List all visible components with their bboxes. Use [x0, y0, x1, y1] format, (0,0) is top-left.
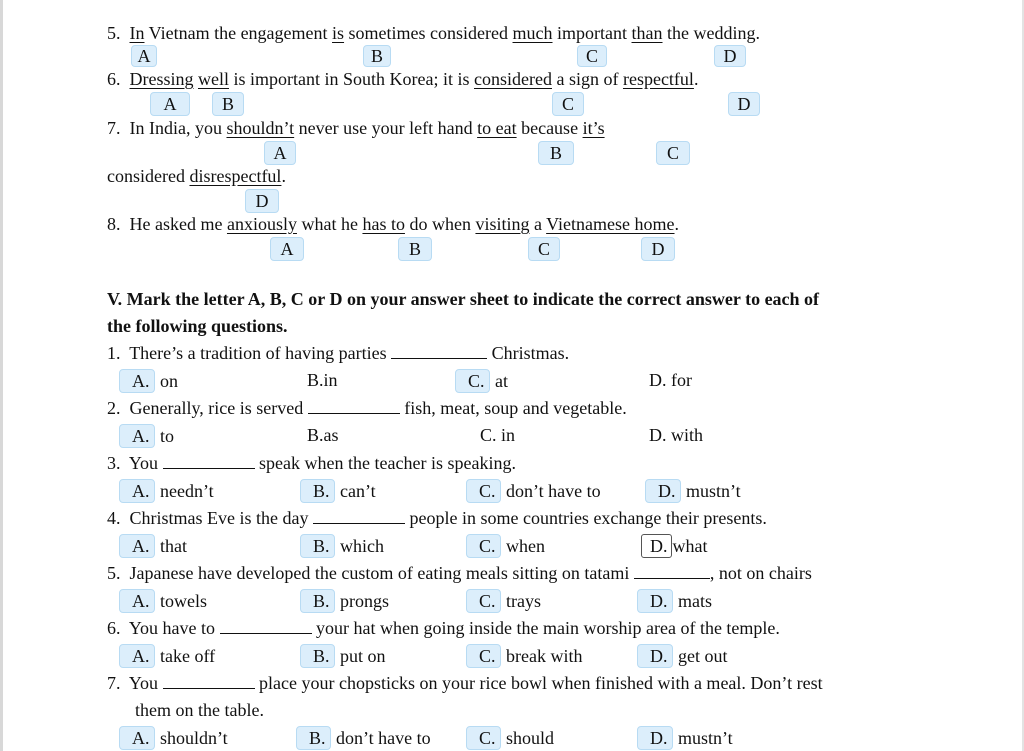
q6-mark-c: C [552, 92, 584, 116]
q3-option-a[interactable]: A. needn’t [119, 479, 214, 503]
mc-question-7: 7. You place your chopsticks on your rice bowl when finished with a meal. Don’t rest [107, 673, 823, 693]
question-8-error: 8. He asked me anxiously what he has to do when visiting a Vietnamese home. [107, 214, 680, 234]
q8-mark-d: D [641, 237, 675, 261]
mc-question-2: 2. Generally, rice is served fish, meat, soup and vegetable. [107, 398, 627, 418]
q3-option-d[interactable]: D. mustn’t [645, 479, 741, 503]
mc-question-3: 3. You speak when the teacher is speaking. [107, 453, 516, 473]
q5-option-c[interactable]: C. trays [466, 589, 541, 613]
q8-mark-c: C [528, 237, 560, 261]
answer-blank[interactable] [391, 342, 487, 359]
q6-option-c[interactable]: C. break with [466, 644, 583, 668]
q7-option-c[interactable]: C. should [466, 726, 554, 750]
q6-option-b[interactable]: B. put on [300, 644, 386, 668]
answer-blank[interactable] [634, 562, 710, 579]
q5-mark-c: C [577, 45, 607, 67]
q8-mark-a: A [270, 237, 304, 261]
q5-mark-d: D [714, 45, 746, 67]
q5-mark-b: B [363, 45, 391, 67]
q6-mark-d: D [728, 92, 760, 116]
mc-question-4: 4. Christmas Eve is the day people in some countries exchange their presents. [107, 508, 767, 528]
mc-question-6: 6. You have to your hat when going inside the main worship area of the temple. [107, 618, 780, 638]
q7-option-b[interactable]: B. don’t have to [296, 726, 431, 750]
q7-mark-a: A [264, 141, 296, 165]
q6-option-a[interactable]: A. take off [119, 644, 215, 668]
q4-option-c[interactable]: C. when [466, 534, 545, 558]
mc-question-7-continuation: them on the table. [135, 700, 264, 720]
section-heading-line1: V. Mark the letter A, B, C or D on your answer sheet to indicate the correct answer to each of [107, 289, 820, 309]
q2-option-c[interactable]: C. in [480, 425, 516, 445]
q6-mark-a: A [150, 92, 190, 116]
answer-blank[interactable] [220, 617, 312, 634]
q1-option-c[interactable]: C. at [455, 369, 508, 393]
q7-option-d[interactable]: D. mustn’t [637, 726, 733, 750]
mc-question-1: 1. There’s a tradition of having parties Christmas. [107, 343, 570, 363]
answer-blank[interactable] [313, 507, 405, 524]
q8-mark-b: B [398, 237, 432, 261]
answer-blank[interactable] [163, 452, 255, 469]
page-edge-left [0, 0, 3, 751]
q2-option-b[interactable]: B.as [307, 425, 339, 445]
mc-question-5: 5. Japanese have developed the custom of eating meals sitting on tatami , not on chairs [107, 563, 812, 583]
q5-option-a[interactable]: A. towels [119, 589, 207, 613]
q5-mark-a: A [131, 45, 157, 67]
section-heading-line2: the following questions. [107, 316, 288, 336]
q6-mark-b: B [212, 92, 244, 116]
q2-option-a[interactable]: A. to [119, 424, 174, 448]
question-7-continuation: considered disrespectful. [107, 166, 286, 186]
q7-mark-c: C [656, 141, 690, 165]
q1-option-d[interactable]: D. for [649, 370, 692, 390]
answer-blank[interactable] [308, 397, 400, 414]
question-5-error: 5. In Vietnam the engagement is sometimes considered much important than the wedding. [107, 23, 760, 43]
q6-option-d[interactable]: D. get out [637, 644, 728, 668]
q3-option-b[interactable]: B. can’t [300, 479, 376, 503]
answer-blank[interactable] [163, 672, 255, 689]
q1-option-b[interactable]: B.in [307, 370, 338, 390]
q3-option-c[interactable]: C. don’t have to [466, 479, 601, 503]
question-6-error: 6. Dressing well is important in South Korea; it is considered a sign of respectful. [107, 69, 699, 89]
q7-mark-d: D [245, 189, 279, 213]
q1-option-a[interactable]: A. on [119, 369, 178, 393]
q4-option-b[interactable]: B. which [300, 534, 384, 558]
q7-option-a[interactable]: A. shouldn’t [119, 726, 228, 750]
q5-option-b[interactable]: B. prongs [300, 589, 389, 613]
q4-option-d[interactable]: D. what [641, 534, 708, 558]
q4-option-a[interactable]: A. that [119, 534, 187, 558]
q5-option-d[interactable]: D. mats [637, 589, 712, 613]
q7-mark-b: B [538, 141, 574, 165]
question-7-error: 7. In India, you shouldn’t never use your left hand to eat because it’s [107, 118, 605, 138]
q2-option-d[interactable]: D. with [649, 425, 704, 445]
